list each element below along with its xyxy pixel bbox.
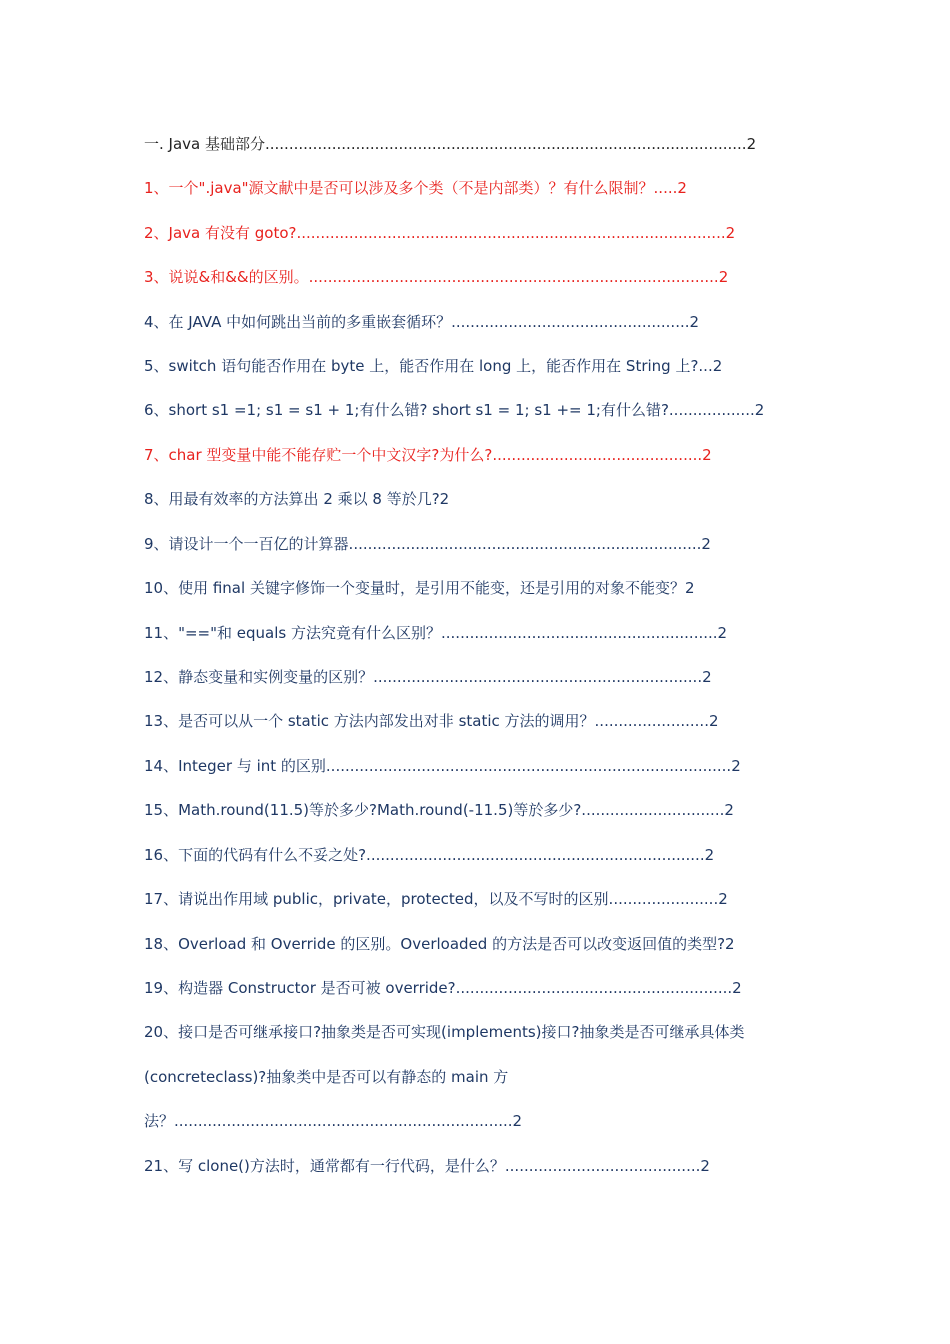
toc-item-12[interactable]: 12、静态变量和实例变量的区别？.....................................................................2 (144, 668, 712, 686)
toc-item-18[interactable]: 18、Overload 和 Override 的区别。Overloaded 的方法是否可以改变返回值的类型?2 (144, 935, 735, 953)
toc-item-2[interactable]: 2、Java 有没有 goto?..........................................................................................2 (144, 224, 736, 242)
toc-item-4[interactable]: 4、在 JAVA 中如何跳出当前的多重嵌套循环？..................................................2 (144, 313, 700, 331)
toc-item-15[interactable]: 15、Math.round(11.5)等於多少?Math.round(-11.5)等於多少?..............................2 (144, 801, 734, 819)
toc-item-8[interactable]: 8、用最有效率的方法算出 2 乘以 8 等於几?2 (144, 490, 450, 508)
toc-item-19[interactable]: 19、构造器 Constructor 是否可被 override?..........................................................2 (144, 979, 742, 997)
toc-item-17[interactable]: 17、请说出作用域 public，private，protected，以及不写时的区别.......................2 (144, 890, 728, 908)
toc-item-14[interactable]: 14、Integer 与 int 的区别.....................................................................................2 (144, 757, 741, 775)
toc-item-7[interactable]: 7、char 型变量中能不能存贮一个中文汉字?为什么?............................................2 (144, 446, 712, 464)
toc-item-5[interactable]: 5、switch 语句能否作用在 byte 上，能否作用在 long 上，能否作用在 String 上?...2 (144, 357, 723, 375)
toc-item-20-line-2[interactable]: (concreteclass)?抽象类中是否可以有静态的 main 方 (144, 1068, 509, 1086)
toc-item-21[interactable]: 21、写 clone()方法时，通常都有一行代码，是什么？.........................................2 (144, 1157, 710, 1175)
toc-item-3[interactable]: 3、说说&和&&的区别。......................................................................................2 (144, 268, 729, 286)
toc-item-16[interactable]: 16、下面的代码有什么不妥之处?.......................................................................2 (144, 846, 715, 864)
toc-item-6[interactable]: 6、short s1 =1; s1 = s1 + 1;有什么错? short s1 = 1; s1 += 1;有什么错?..................2 (144, 401, 765, 419)
toc-item-1[interactable]: 1、一个".java"源文献中是否可以涉及多个类（不是内部类）？有什么限制？.....2 (144, 179, 687, 197)
toc-item-11[interactable]: 11、"=="和 equals 方法究竟有什么区别？..........................................................2 (144, 624, 728, 642)
toc-item-20-line-3[interactable]: 法？.......................................................................2 (144, 1112, 523, 1130)
toc-item-9[interactable]: 9、请设计一个一百亿的计算器..........................................................................2 (144, 535, 711, 553)
toc-item-20-line-1[interactable]: 20、接口是否可继承接口?抽象类是否可实现(implements)接口?抽象类是否可继承具体类 (144, 1023, 745, 1041)
toc-item-13[interactable]: 13、是否可以从一个 static 方法内部发出对非 static 方法的调用？........................2 (144, 712, 719, 730)
toc-heading[interactable]: 一. Java 基础部分.....................................................................................................2 (144, 135, 757, 153)
toc-item-10[interactable]: 10、使用 final 关键字修饰一个变量时，是引用不能变，还是引用的对象不能变？2 (144, 579, 695, 597)
